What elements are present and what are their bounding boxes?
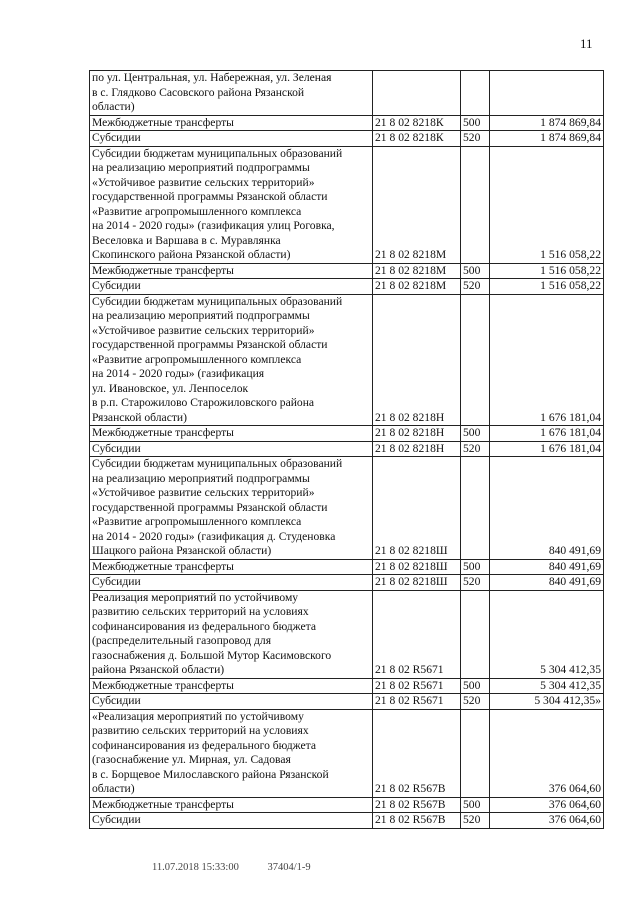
row-description: Субсидии бюджетам муниципальных образований на реализацию мероприятий подпрограммы «Устойчивое развитие сельских территорий» государственной программы Рязанской области «Развитие агропромышленного комплекса на 2014 - 2020 годы» (газификация улиц Роговка, Веселовка и Варшава в с. Муравлянка Скопинского района Рязанской области) bbox=[90, 146, 373, 263]
row-description: Субсидии bbox=[90, 441, 373, 457]
table-row bbox=[90, 559, 604, 575]
page-number: 11 bbox=[580, 36, 593, 51]
row-code: 21 8 02 8218М bbox=[373, 146, 461, 263]
row-expense-type bbox=[461, 71, 490, 116]
table-row bbox=[90, 694, 604, 710]
row-description: Межбюджетные трансферты bbox=[90, 678, 373, 694]
row-code bbox=[373, 71, 461, 116]
table-row bbox=[90, 263, 604, 279]
table-row bbox=[90, 678, 604, 694]
row-code: 21 8 02 8218Ш bbox=[373, 575, 461, 591]
row-code: 21 8 02 8218Н bbox=[373, 441, 461, 457]
row-description: Межбюджетные трансферты bbox=[90, 797, 373, 813]
row-code: 21 8 02 8218К bbox=[373, 131, 461, 147]
table-row bbox=[90, 115, 604, 131]
table-row bbox=[90, 813, 604, 829]
row-description: Межбюджетные трансферты bbox=[90, 115, 373, 131]
row-amount: 1 874 869,84 bbox=[490, 115, 604, 131]
row-amount: 1 676 181,04 bbox=[490, 294, 604, 426]
row-expense-type: 500 bbox=[461, 797, 490, 813]
budget-table bbox=[89, 70, 604, 829]
table-row bbox=[90, 797, 604, 813]
footer-doc-id: 37404/1-9 bbox=[267, 862, 311, 873]
table-row bbox=[90, 131, 604, 147]
row-description: Субсидии bbox=[90, 131, 373, 147]
row-code: 21 8 02 8218Ш bbox=[373, 559, 461, 575]
budget-table-body bbox=[90, 71, 604, 829]
row-amount: 5 304 412,35» bbox=[490, 694, 604, 710]
row-amount: 1 874 869,84 bbox=[490, 131, 604, 147]
row-description: Субсидии bbox=[90, 279, 373, 295]
row-expense-type: 500 bbox=[461, 115, 490, 131]
row-expense-type: 520 bbox=[461, 131, 490, 147]
row-description: Межбюджетные трансферты bbox=[90, 263, 373, 279]
footer-timestamp: 11.07.2018 15:33:00 bbox=[152, 862, 239, 873]
row-description: Реализация мероприятий по устойчивому развитию сельских территорий на условиях софинансирования из федерального бюджета (распределительный газопровод для газоснабжения д. Большой Мутор Касимовского района Рязанской области) bbox=[90, 590, 373, 678]
table-row bbox=[90, 279, 604, 295]
row-expense-type: 500 bbox=[461, 559, 490, 575]
row-code: 21 8 02 8218Ш bbox=[373, 457, 461, 560]
table-row bbox=[90, 709, 604, 797]
table-row bbox=[90, 71, 604, 116]
row-amount: 1 516 058,22 bbox=[490, 146, 604, 263]
row-description: Межбюджетные трансферты bbox=[90, 426, 373, 442]
table-row bbox=[90, 426, 604, 442]
row-expense-type: 520 bbox=[461, 694, 490, 710]
row-amount: 1 516 058,22 bbox=[490, 279, 604, 295]
row-code: 21 8 02 8218М bbox=[373, 279, 461, 295]
row-amount: 840 491,69 bbox=[490, 457, 604, 560]
table-row bbox=[90, 575, 604, 591]
row-amount: 5 304 412,35 bbox=[490, 678, 604, 694]
row-expense-type bbox=[461, 294, 490, 426]
table-row bbox=[90, 590, 604, 678]
row-description: Субсидии bbox=[90, 694, 373, 710]
row-expense-type: 500 bbox=[461, 263, 490, 279]
row-description: Межбюджетные трансферты bbox=[90, 559, 373, 575]
table-row bbox=[90, 441, 604, 457]
row-code: 21 8 02 8218Н bbox=[373, 426, 461, 442]
row-amount: 1 676 181,04 bbox=[490, 426, 604, 442]
row-expense-type: 520 bbox=[461, 813, 490, 829]
table-row bbox=[90, 294, 604, 426]
table-row bbox=[90, 457, 604, 560]
footer bbox=[152, 862, 337, 873]
row-amount: 376 064,60 bbox=[490, 709, 604, 797]
row-code: 21 8 02 R567В bbox=[373, 813, 461, 829]
row-expense-type: 520 bbox=[461, 279, 490, 295]
row-expense-type: 520 bbox=[461, 441, 490, 457]
row-code: 21 8 02 R567В bbox=[373, 709, 461, 797]
row-description: Субсидии бюджетам муниципальных образований на реализацию мероприятий подпрограммы «Устойчивое развитие сельских территорий» государственной программы Рязанской области «Развитие агропромышленного комплекса на 2014 - 2020 годы» (газификация ул. Ивановское, ул. Ленпоселок в р.п. Старожилово Старожиловского района Рязанской области) bbox=[90, 294, 373, 426]
row-code: 21 8 02 R5671 bbox=[373, 590, 461, 678]
row-description: по ул. Центральная, ул. Набережная, ул. Зеленая в с. Глядково Сасовского района Рязанской области) bbox=[90, 71, 373, 116]
row-amount: 1 676 181,04 bbox=[490, 441, 604, 457]
table-row bbox=[90, 146, 604, 263]
row-amount: 1 516 058,22 bbox=[490, 263, 604, 279]
row-description: Субсидии bbox=[90, 575, 373, 591]
row-amount: 376 064,60 bbox=[490, 813, 604, 829]
row-code: 21 8 02 8218Н bbox=[373, 294, 461, 426]
row-expense-type bbox=[461, 590, 490, 678]
row-expense-type bbox=[461, 709, 490, 797]
row-code: 21 8 02 R567В bbox=[373, 797, 461, 813]
row-amount bbox=[490, 71, 604, 116]
row-code: 21 8 02 R5671 bbox=[373, 694, 461, 710]
row-description: Субсидии bbox=[90, 813, 373, 829]
row-expense-type: 520 bbox=[461, 575, 490, 591]
row-code: 21 8 02 8218М bbox=[373, 263, 461, 279]
row-expense-type: 500 bbox=[461, 678, 490, 694]
row-expense-type bbox=[461, 457, 490, 560]
row-amount: 840 491,69 bbox=[490, 559, 604, 575]
row-description: Субсидии бюджетам муниципальных образований на реализацию мероприятий подпрограммы «Устойчивое развитие сельских территорий» государственной программы Рязанской области «Развитие агропромышленного комплекса на 2014 - 2020 годы» (газификация д. Студеновка Шацкого района Рязанской области) bbox=[90, 457, 373, 560]
row-expense-type bbox=[461, 146, 490, 263]
row-expense-type: 500 bbox=[461, 426, 490, 442]
row-amount: 376 064,60 bbox=[490, 797, 604, 813]
row-description: «Реализация мероприятий по устойчивому развитию сельских территорий на условиях софинансирования из федерального бюджета (газоснабжение ул. Мирная, ул. Садовая в с. Борщевое Милославского района Рязанской области) bbox=[90, 709, 373, 797]
row-code: 21 8 02 R5671 bbox=[373, 678, 461, 694]
row-amount: 840 491,69 bbox=[490, 575, 604, 591]
row-code: 21 8 02 8218К bbox=[373, 115, 461, 131]
row-amount: 5 304 412,35 bbox=[490, 590, 604, 678]
